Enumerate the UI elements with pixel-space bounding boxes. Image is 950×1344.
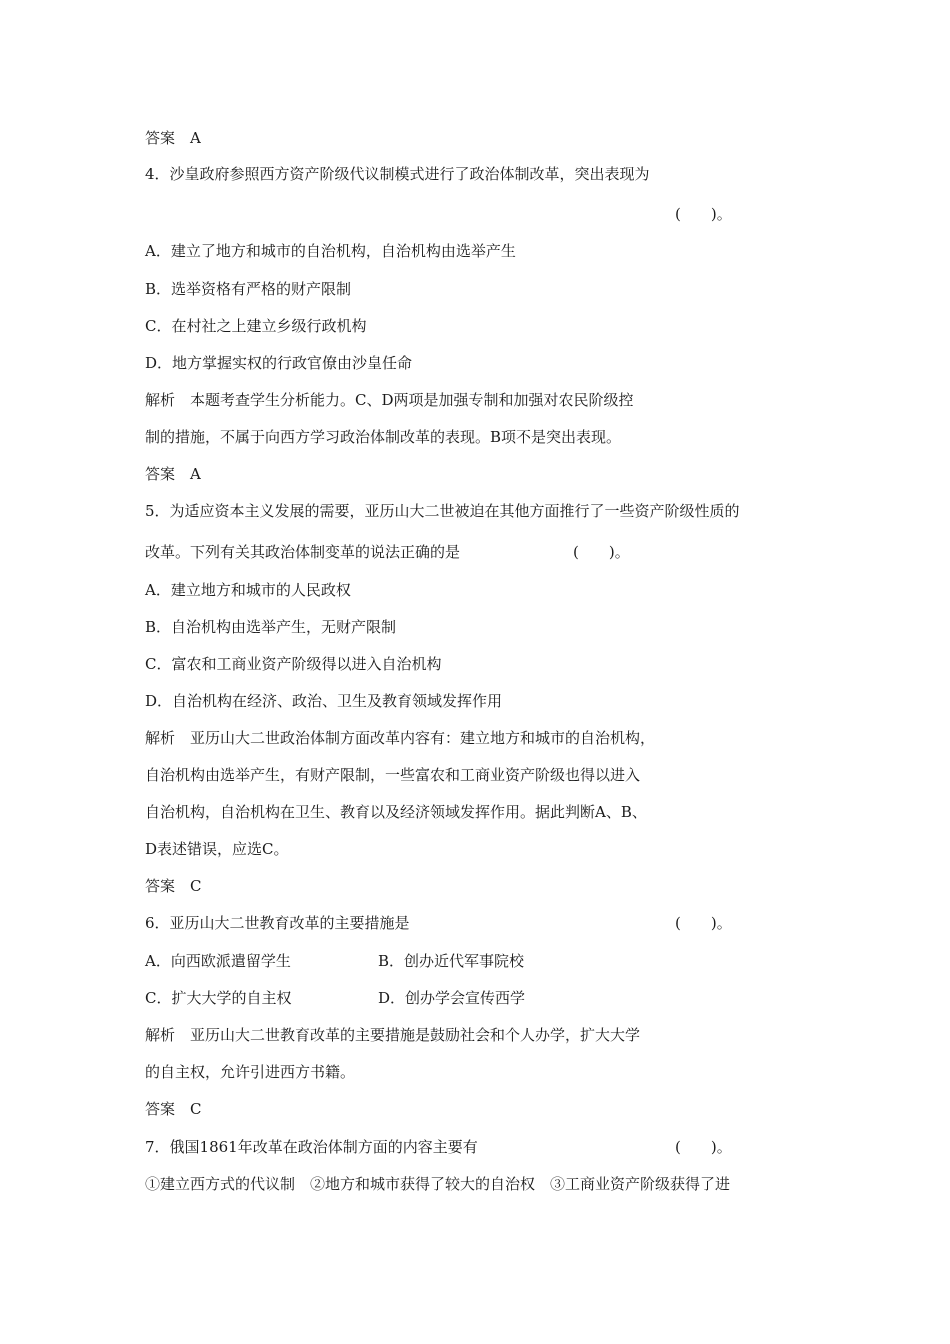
question-4-option-b: B．选举资格有严格的财产限制 [145,280,352,298]
question-5-analysis-line-2: 自治机构由选举产生，有财产限制，一些富农和工商业资产阶级也得以进入 [145,766,641,784]
question-5-blank: ( )。 [573,543,630,561]
question-6-stem: 6．亚历山大二世教育改革的主要措施是 [145,914,410,932]
question-4-option-a: A．建立了地方和城市的自治机构，自治机构由选举产生 [145,242,516,260]
question-4-answer: 答案 A [145,465,201,483]
question-4-option-d: D．地方掌握实权的行政官僚由沙皇任命 [145,354,413,372]
answer-line: 答案 A [145,129,201,147]
question-6-option-b: B．创办近代军事院校 [378,952,525,970]
question-5-stem-line-1: 5．为适应资本主义发展的需要，亚历山大二世被迫在其他方面推行了一些资产阶级性质的 [145,502,740,520]
question-6-option-c: C．扩大大学的自主权 [145,989,292,1007]
question-6-option-a: A．向西欧派遣留学生 [145,952,291,970]
question-4-blank: ( )。 [675,205,732,223]
question-6-blank: ( )。 [675,914,732,932]
question-6-option-d: D．创办学会宣传西学 [378,989,526,1007]
question-5-option-a: A．建立地方和城市的人民政权 [145,581,351,599]
question-4-stem: 4．沙皇政府参照西方资产阶级代议制模式进行了政治体制改革，突出表现为 [145,165,650,183]
question-6-answer: 答案 C [145,1100,202,1118]
question-5-stem-line-2: 改革。下列有关其政治体制变革的说法正确的是 [145,543,461,561]
question-5-analysis-line-3: 自治机构，自治机构在卫生、教育以及经济领域发挥作用。据此判断A、B、 [145,803,647,821]
question-7-stem: 7．俄国1861年改革在政治体制方面的内容主要有 [145,1138,478,1156]
question-4-analysis-line-1: 解析 本题考查学生分析能力。C、D两项是加强专制和加强对农民阶级控 [145,391,634,409]
question-4-option-c: C．在村社之上建立乡级行政机构 [145,317,367,335]
question-7-statements: ①建立西方式的代议制 ②地方和城市获得了较大的自治权 ③工商业资产阶级获得了进 [145,1175,731,1193]
question-5-analysis-line-1: 解析 亚历山大二世政治体制方面改革内容有：建立地方和城市的自治机构， [145,729,656,747]
question-7-blank: ( )。 [675,1138,732,1156]
question-6-analysis-line-2: 的自主权，允许引进西方书籍。 [145,1063,356,1081]
question-5-analysis-line-4: D表述错误，应选C。 [145,840,289,858]
question-5-option-d: D．自治机构在经济、政治、卫生及教育领域发挥作用 [145,692,503,710]
question-6-analysis-line-1: 解析 亚历山大二世教育改革的主要措施是鼓励社会和个人办学，扩大大学 [145,1026,641,1044]
question-5-option-b: B．自治机构由选举产生，无财产限制 [145,618,397,636]
question-4-analysis-line-2: 制的措施，不属于向西方学习政治体制改革的表现。B项不是突出表现。 [145,428,622,446]
question-5-answer: 答案 C [145,877,202,895]
question-5-option-c: C．富农和工商业资产阶级得以进入自治机构 [145,655,442,673]
